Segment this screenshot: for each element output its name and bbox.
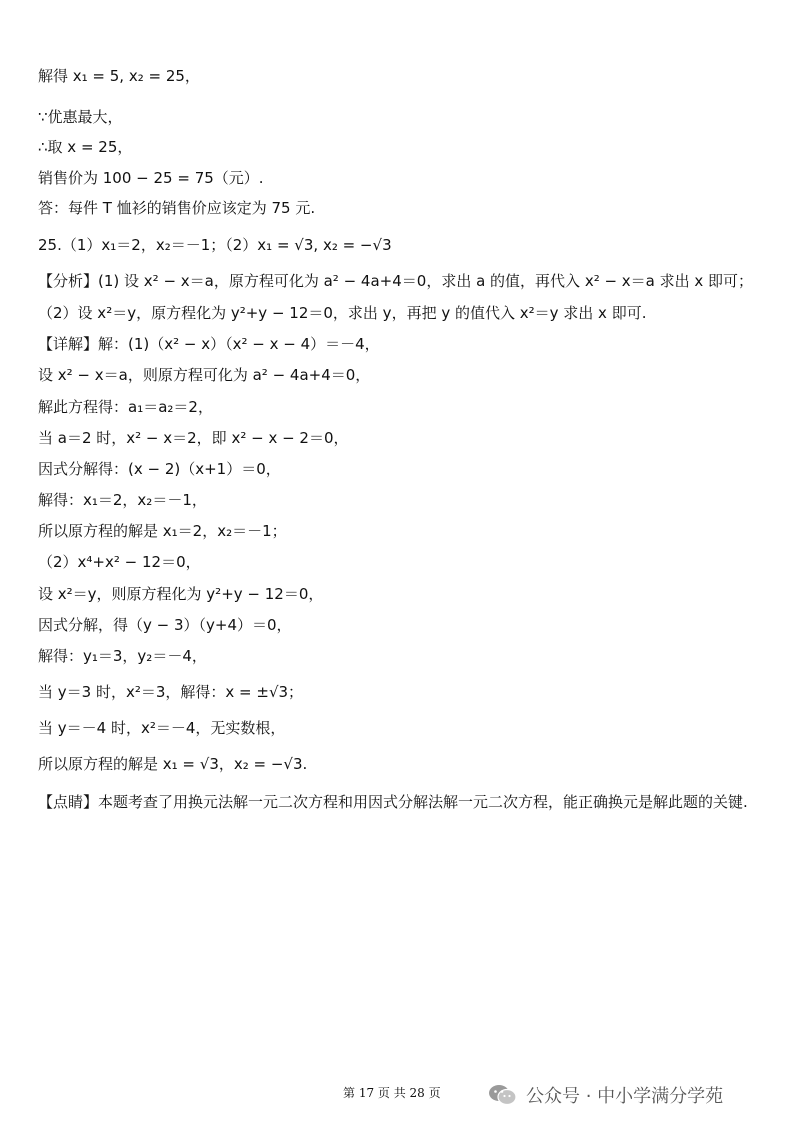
question-answer-line: 25.（1）x₁＝2，x₂＝－1；（2）x₁ = √3, x₂ = −√3 <box>38 236 392 254</box>
watermark <box>488 1082 723 1108</box>
text-line: 销售价为 100 − 25 = 75（元）. <box>38 169 264 187</box>
text-line: 所以原方程的解是 x₁＝2，x₂＝－1； <box>38 522 287 540</box>
text-line: 解得：x₁＝2，x₂＝－1， <box>38 491 207 509</box>
text-line: 解得：y₁＝3，y₂＝－4， <box>38 647 207 665</box>
page-footer <box>0 1082 793 1106</box>
page-number: 第 17 页 共 28 页 <box>343 1086 441 1100</box>
text-line: 设 x²＝y，则原方程化为 y²+y − 12＝0， <box>38 585 324 603</box>
text-line: 当 a＝2 时，x² − x＝2，即 x² − x − 2＝0， <box>38 429 349 447</box>
detail-heading-line: 【详解】解：(1)（x² − x）（x² − x − 4）＝－4， <box>38 335 380 353</box>
text-line: 所以原方程的解是 x₁ = √3，x₂ = −√3. <box>38 755 308 773</box>
text-line: 当 y＝－4 时，x²＝－4，无实数根， <box>38 719 286 737</box>
text-line: 答：每件 T 恤衫的销售价应该定为 75 元. <box>38 199 316 217</box>
text-line: 因式分解，得（y − 3）（y+4）＝0， <box>38 616 292 634</box>
text-line: 解此方程得：a₁＝a₂＝2， <box>38 398 213 416</box>
watermark-text: 公众号 · 中小学满分学苑 <box>526 1086 724 1107</box>
wechat-icon <box>488 1084 518 1106</box>
text-line: 解得 x₁ = 5, x₂ = 25， <box>38 67 200 85</box>
analysis-line-2: （2）设 x²＝y，原方程化为 y²+y − 12＝0，求出 y，再把 y 的值代入 x²＝y 求出 x 即可. <box>38 304 647 322</box>
analysis-line-1: 【分析】(1) 设 x² − x＝a，原方程可化为 a² − 4a+4＝0，求出 a 的值，再代入 x² − x＝a 求出 x 即可； <box>38 272 754 290</box>
text-line: （2）x⁴+x² − 12＝0， <box>38 553 201 571</box>
text-line: ∵优惠最大， <box>38 108 123 126</box>
text-line: ∴取 x = 25， <box>38 138 133 156</box>
text-line: 设 x² − x＝a，则原方程可化为 a² − 4a+4＝0， <box>38 366 371 384</box>
text-line: 当 y＝3 时，x²＝3，解得：x = ±√3； <box>38 683 304 701</box>
comment-paragraph: 【点睛】本题考查了用换元法解一元二次方程和用因式分解法解一元二次方程，能正确换元是解此题的关键. <box>38 793 748 811</box>
text-line: 因式分解得：(x − 2)（x+1）＝0， <box>38 460 281 478</box>
